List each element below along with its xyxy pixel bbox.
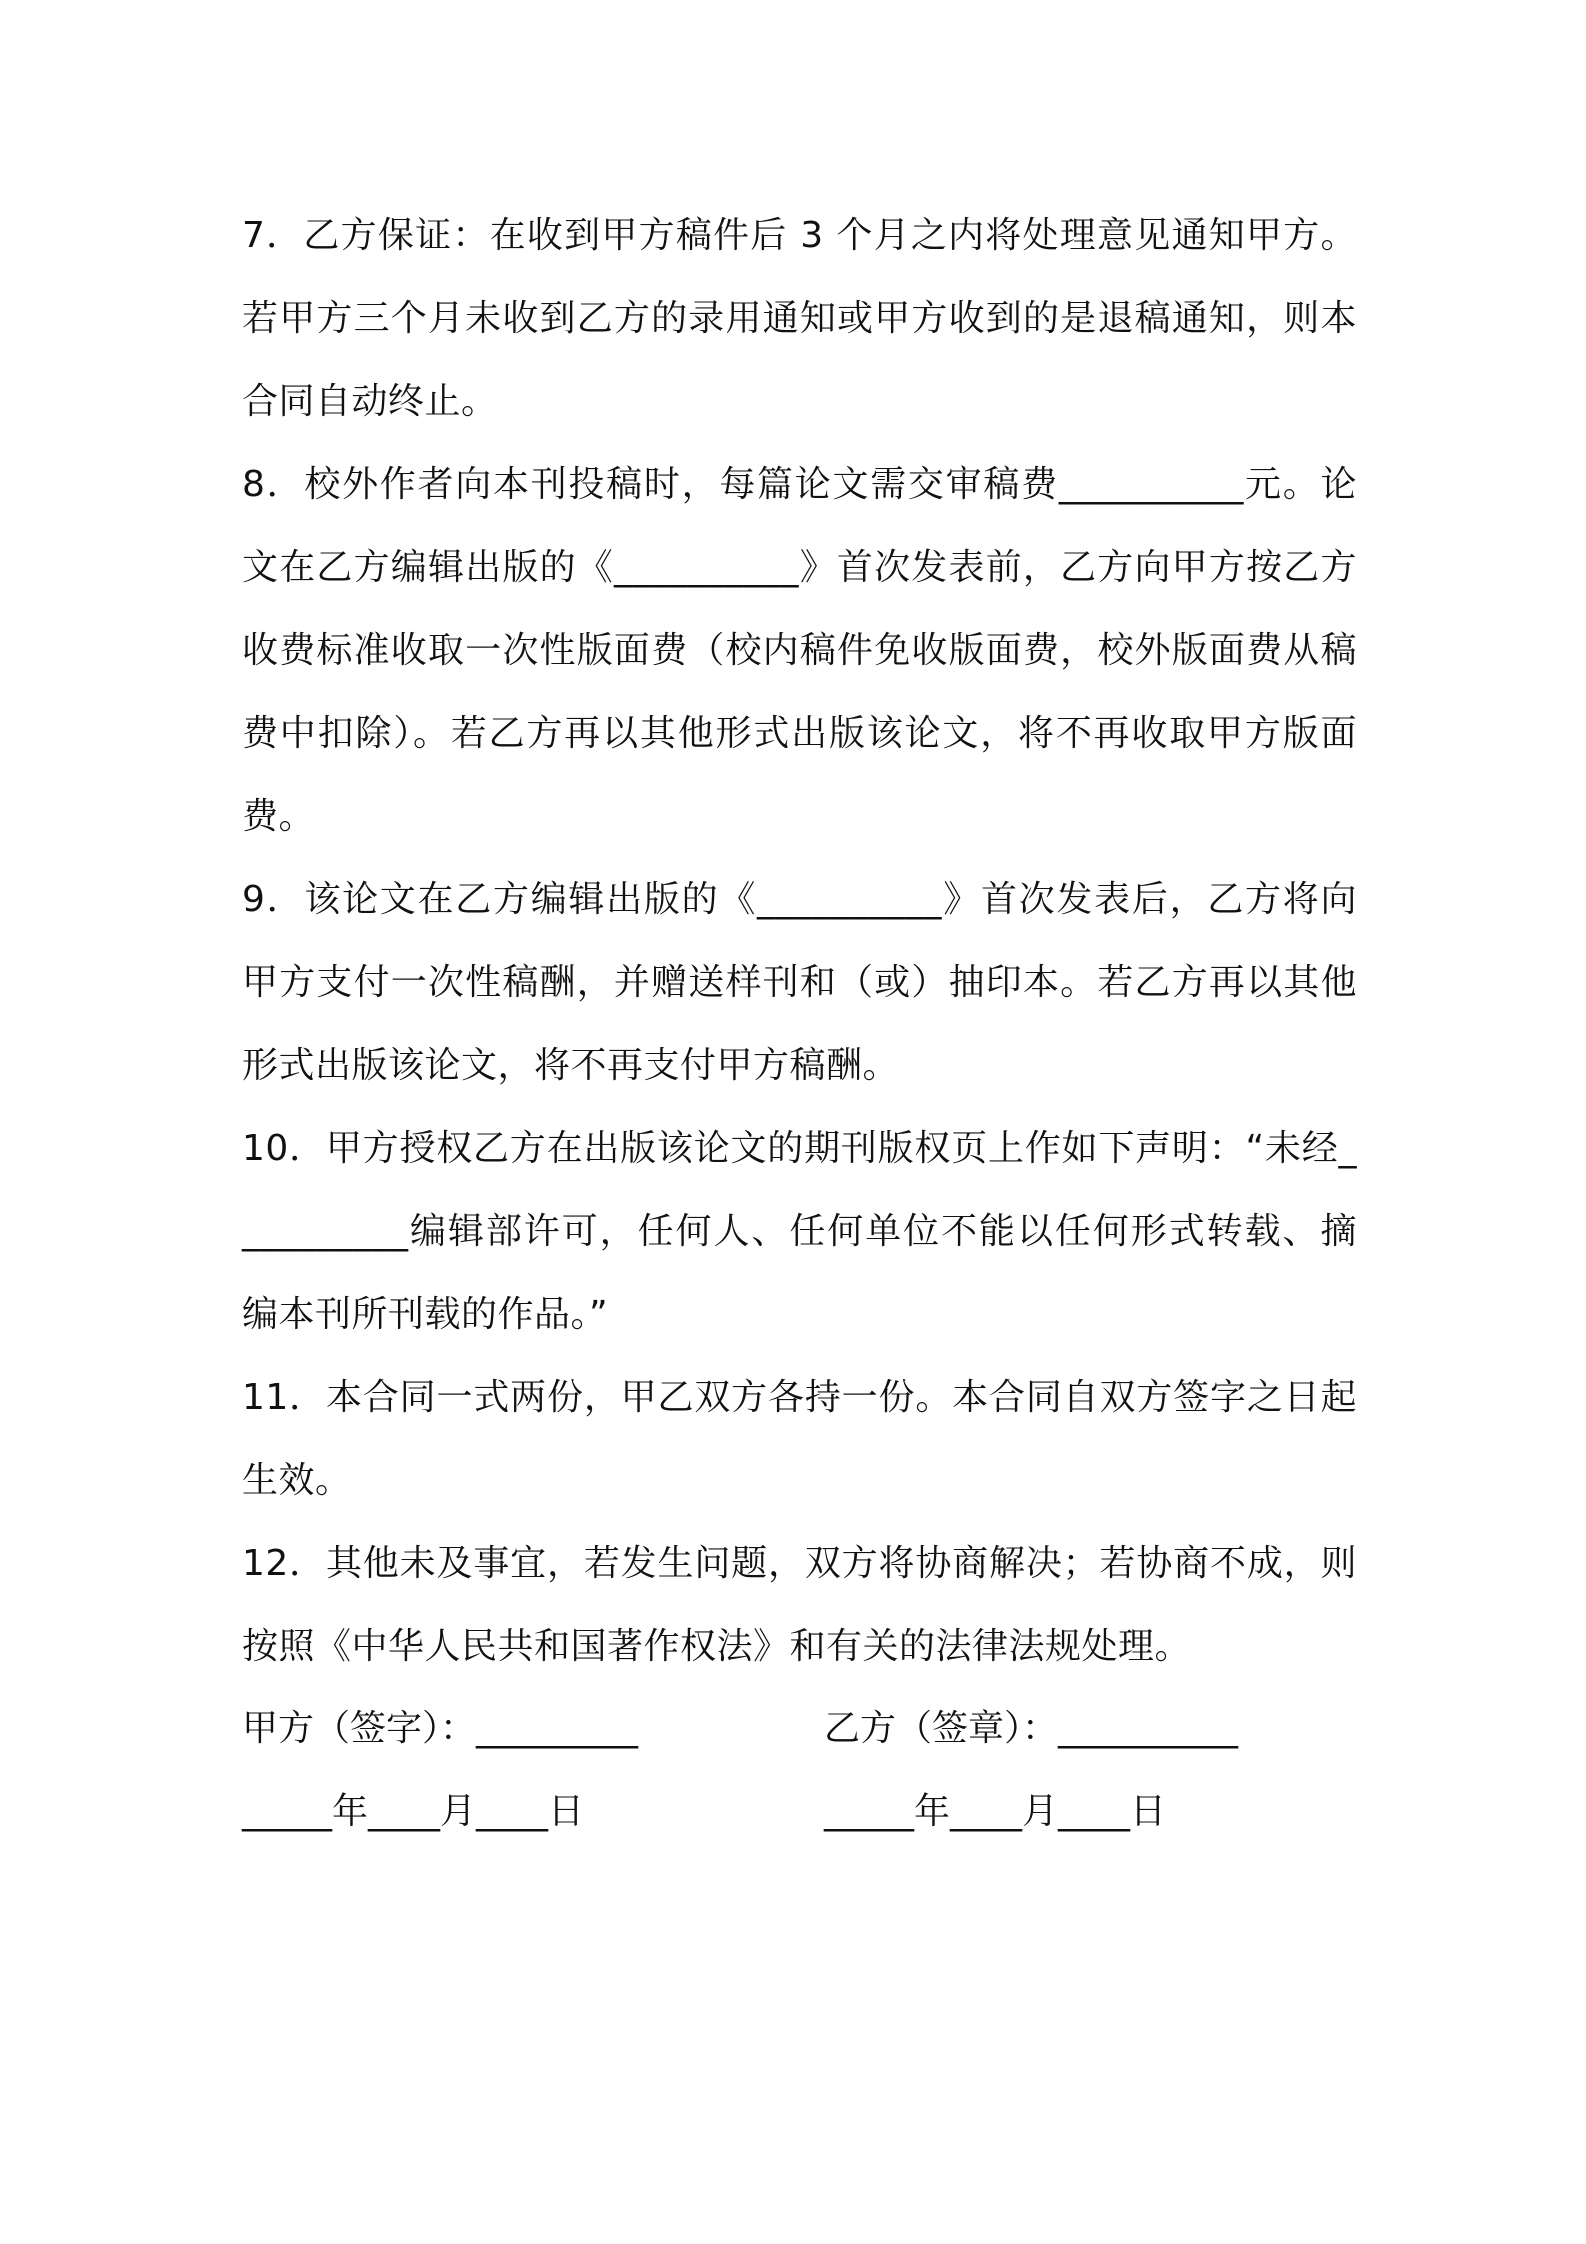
clause-12: 12．其他未及事宜，若发生问题，双方将协商解决；若协商不成，则按照《中华人民共和国著作权法》和有关的法律法规处理。 [242,1543,1357,1667]
contract-clauses [242,194,1357,1688]
clause-11: 11．本合同一式两份，甲乙双方各持一份。本合同自双方签字之日起生效。 [242,1377,1357,1501]
clause-9: 9．该论文在乙方编辑出版的《__________》首次发表后，乙方将向甲方支付一次性稿酬，并赠送样刊和（或）抽印本。若乙方再以其他形式出版该论文，将不再支付甲方稿酬。 [242,879,1357,1086]
party-a-signature-label: 甲方（签字）：_________ [242,1708,639,1749]
party-a-date: _____年____月____日 [242,1791,584,1832]
party-b-date: _____年____月____日 [824,1791,1166,1832]
clause-8: 8．校外作者向本刊投稿时，每篇论文需交审稿费__________元。论文在乙方编辑出版的《__________》首次发表前，乙方向甲方按乙方收费标准收取一次性版面费（校内稿件免收版面费，校外版面费从稿费中扣除）。若乙方再以其他形式出版该论文，将不再收取甲方版面费。 [242,464,1357,837]
party-b-signature-label: 乙方（签章）：__________ [824,1708,1239,1749]
clause-7: 7．乙方保证：在收到甲方稿件后 3 个月之内将处理意见通知甲方。若甲方三个月未收到乙方的录用通知或甲方收到的是退稿通知，则本合同自动终止。 [242,215,1357,422]
clause-10: 10．甲方授权乙方在出版该论文的期刊版权页上作如下声明：“未经__________编辑部许可，任何人、任何单位不能以任何形式转载、摘编本刊所刊载的作品。” [242,1128,1357,1335]
